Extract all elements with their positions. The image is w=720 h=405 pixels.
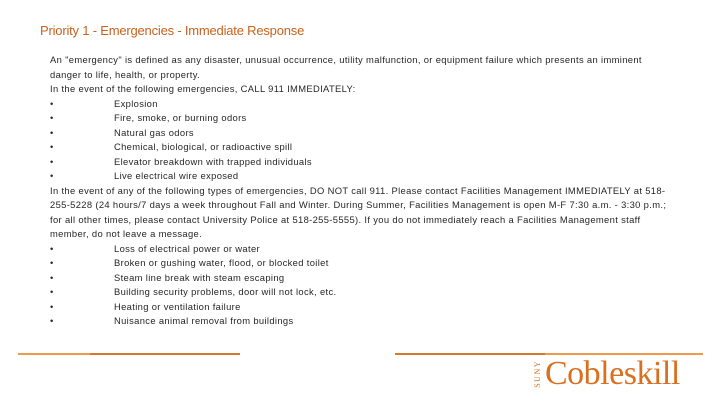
cobleskill-logo — [533, 354, 680, 394]
footer-divider — [395, 353, 545, 355]
bullet-icon: • — [50, 300, 54, 312]
list-item — [50, 169, 670, 184]
bullet-icon: • — [50, 242, 54, 254]
logo-suny-text: SUNY — [533, 360, 542, 388]
list-item — [50, 242, 670, 257]
bullet-icon: • — [50, 286, 54, 297]
logo-wordmark: Cobleskill — [545, 355, 680, 392]
list-item-text: Explosion — [114, 97, 158, 109]
bullet-icon: • — [50, 257, 54, 268]
list-item — [50, 314, 670, 329]
bullet-icon: • — [50, 112, 54, 123]
list-item-text: Loss of electrical power or water — [114, 242, 260, 254]
slide-body — [50, 53, 670, 329]
list-item — [50, 256, 670, 271]
bullet-icon: • — [50, 97, 54, 109]
bullet-icon: • — [50, 126, 54, 138]
list-item-text: Building security problems, door will not lock, etc. — [114, 286, 337, 297]
list-item — [50, 97, 670, 112]
list-item — [50, 140, 670, 155]
bullet-icon: • — [50, 170, 54, 181]
list-item — [50, 271, 670, 286]
list-item — [50, 126, 670, 141]
list-item-text: Chemical, biological, or radioactive spill — [114, 141, 293, 152]
footer-divider — [90, 353, 240, 355]
slide-title: Priority 1 - Emergencies - Immediate Response — [40, 23, 305, 38]
list-item — [50, 300, 670, 315]
emergency-definition: An "emergency" is defined as any disaster, unusual occurrence, utility malfunction, or equipment failure which presents an imminent danger to life, health, or property. — [50, 54, 642, 80]
facilities-intro: In the event of any of the following types of emergencies, DO NOT call 911. Please contact Facilities Management IMMEDIATELY at 518-255-5228 (24 hours/7 days a week throughout Fall and Winter. During Summer, Facilities Management is open M-F 7:30 a.m. - 3:30 p.m.; for all other times, please contact University Police at 518-255-5555). If you do not immediately reach a Facilities Management staff member, do not leave a message. — [50, 184, 667, 239]
list-item-text: Broken or gushing water, flood, or blocked toilet — [114, 257, 329, 268]
bullet-icon: • — [50, 141, 54, 152]
bullet-icon: • — [50, 155, 54, 167]
bullet-icon: • — [50, 271, 54, 283]
list-item-text: Steam line break with steam escaping — [114, 271, 285, 283]
list-item — [50, 111, 670, 126]
list-item — [50, 285, 670, 300]
list-item-text: Nuisance animal removal from buildings — [114, 315, 294, 326]
list-item-text: Elevator breakdown with trapped individuals — [114, 155, 312, 167]
list-item-text: Heating or ventilation failure — [114, 300, 241, 312]
list-item-text: Fire, smoke, or burning odors — [114, 112, 247, 123]
bullet-icon: • — [50, 315, 54, 326]
call-911-intro: In the event of the following emergencies, CALL 911 IMMEDIATELY: — [50, 83, 356, 94]
list-item-text: Natural gas odors — [114, 126, 194, 138]
list-item — [50, 155, 670, 170]
list-item-text: Live electrical wire exposed — [114, 170, 239, 181]
